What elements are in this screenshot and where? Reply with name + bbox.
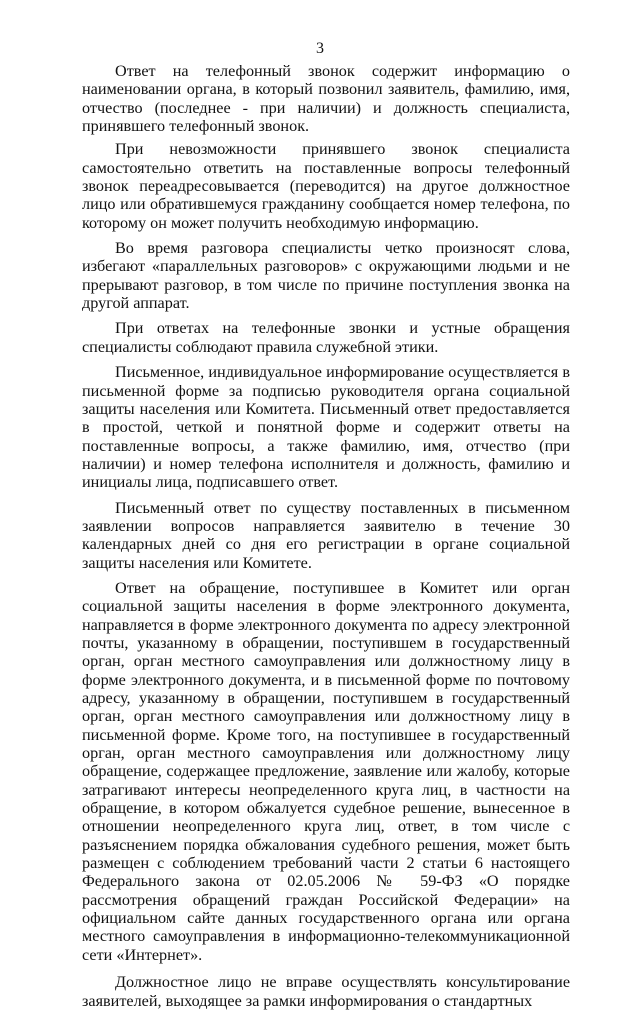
paragraph-electronic-response: Ответ на обращение, поступившее в Комитет или орган социальной защиты населения в форме электронного документа, направляется в форме электронного документа по адресу электронной почты, указанному в обращении, поступившем в государственный орган, орган местного самоуправления или должностному лицу в форме электронного документа, и в письменной форме по почтовому адресу, указанному в обращении, поступившем в государственный орган, орган местного самоуправления или должностному лицу в письменной форме. Кроме того, на поступившее в государственный орган, орган местного самоуправления или должностному лицу обращение, содержащее предложение, заявление или жалобу, которые затрагивают интересы неопределенного круга лиц, в частности на обращение, в котором обжалуется судебное решение, вынесенное в отношении неопределенного круга лиц, ответ, в том числе с разъяснением порядка обжалования судебного решения, может быть размещен с соблюдением требований части 2 статьи 6 настоящего Федерального закона от 02.05.2006 № 59-ФЗ «О порядке рассмотрения обращений граждан Российской Федерации» на официальном сайте данных государственного органа или органа местного самоуправления в информационно-телекоммуникационной сети «Интернет». [82, 578, 570, 964]
paragraph-consulting-limits: Должностное лицо не вправе осуществлять консультирование заявителей, выходящее за рамки информирования о стандартных [82, 973, 570, 1010]
paragraph-call-redirection: При невозможности принявшего звонок специалиста самостоятельно ответить на поставленные вопросы телефонный звонок переадресовывается (переводится) на другое должностное лицо или обратившемуся гражданину сообщается номер телефона, по которому он может получить необходимую информацию. [82, 140, 570, 232]
document-body [82, 62, 570, 1010]
page-number: 3 [316, 40, 324, 57]
paragraph-speech-conduct: Во время разговора специалисты четко произносят слова, избегают «параллельных разговоров» с окружающими людьми и не прерывают разговор, в том числе по причине поступления звонка на другой аппарат. [82, 239, 570, 313]
paragraph-response-deadline: Письменный ответ по существу поставленных в письменном заявлении вопросов направляется заявителю в течение 30 календарных дней со дня его регистрации в органе социальной защиты населения или Комитете. [82, 498, 570, 572]
paragraph-phone-answer-content: Ответ на телефонный звонок содержит информацию о наименовании органа, в который позвонил заявитель, фамилию, имя, отчество (последнее - при наличии) и должность специалиста, принявшего телефонный звонок. [82, 62, 570, 136]
paragraph-service-ethics: При ответах на телефонные звонки и устные обращения специалисты соблюдают правила служебной этики. [82, 319, 570, 356]
paragraph-written-informing: Письменное, индивидуальное информирование осуществляется в письменной форме за подписью руководителя органа социальной защиты населения или Комитета. Письменный ответ предоставляется в простой, четкой и понятной форме и содержит ответы на поставленные вопросы, а также фамилию, имя, отчество (при наличии) и номер телефона исполнителя и должность, фамилию и инициалы лица, подписавшего ответ. [82, 363, 570, 492]
